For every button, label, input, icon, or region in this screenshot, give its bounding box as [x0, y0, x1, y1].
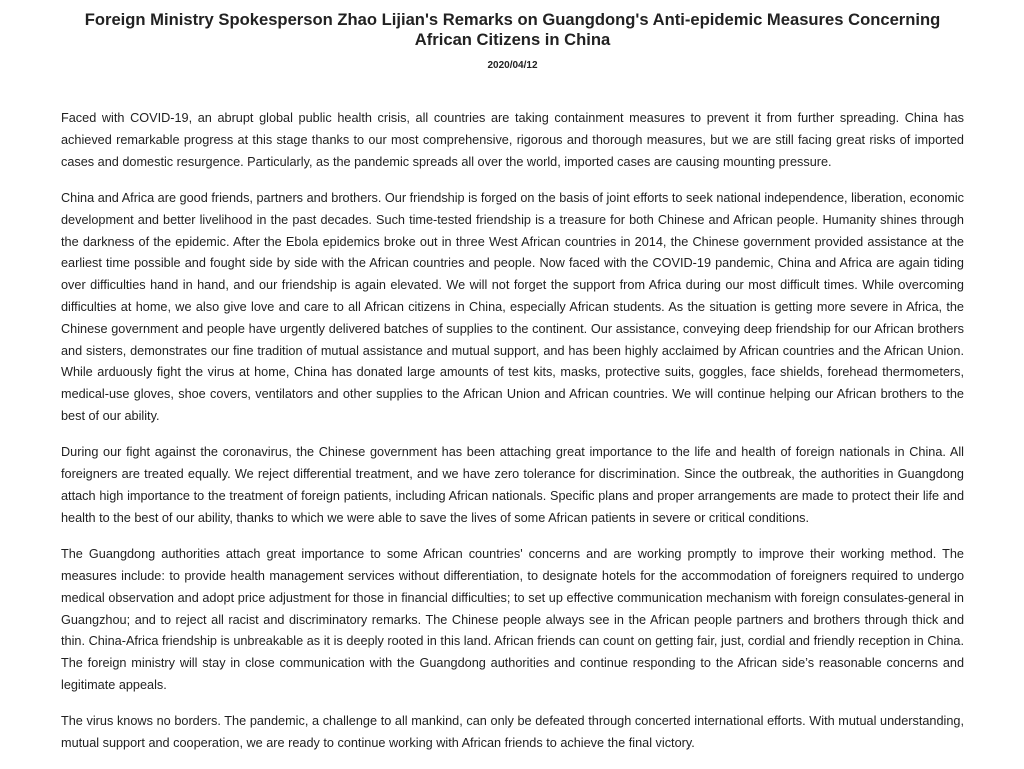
paragraph-2: China and Africa are good friends, partners and brothers. Our friendship is forged on the basis of joint efforts to seek national independence, liberation, economic development and better livelihood in the past decades. Such time-tested friendship is a treasure for both Chinese and African people. Humanity shines through the darkness of the epidemic. After the Ebola epidemics broke out in three West African countries in 2014, the Chinese government provided assistance at the earliest time possible and fought side by side with the African countries and people. Now faced with the COVID-19 pandemic, China and Africa are again tiding over difficulties hand in hand, and our friendship is again elevated. We will not forget the support from Africa during our most difficult times. While overcoming difficulties at home, we also give love and care to all African citizens in China, especially African students. As the situation is getting more severe in Africa, the Chinese government and people have urgently delivered batches of supplies to the continent. Our assistance, conveying deep friendship for our African brothers and sisters, demonstrates our fine tradition of mutual assistance and mutual support, and has been highly acclaimed by African countries and the African Union. While arduously fight the virus at home, China has donated large amounts of test kits, masks, protective suits, goggles, face shields, forehead thermometers, medical-use gloves, shoe covers, ventilators and other supplies to the African Union and African countries. We will continue helping our African brothers to the best of our ability.: [61, 190, 964, 423]
article-title: Foreign Ministry Spokesperson Zhao Lijian's Remarks on Guangdong's Anti-epidemic Measures Concerning African Citizens in China: [84, 10, 941, 49]
paragraph-3: During our fight against the coronavirus, the Chinese government has been attaching great importance to the life and health of foreign nationals in China. All foreigners are treated equally. We reject differential treatment, and we have zero tolerance for discrimination. Since the outbreak, the authorities in Guangdong attach high importance to the treatment of foreign patients, including African nationals. Specific plans and proper arrangements are made to protect their life and health to the best of our ability, thanks to which we were able to save the lives of some African patients in severe or critical conditions.: [61, 445, 964, 525]
article-body: [61, 108, 964, 755]
article-date: 2020/04/12: [487, 60, 538, 71]
paragraph-1: Faced with COVID-19, an abrupt global public health crisis, all countries are taking containment measures to prevent it from further spreading. China has achieved remarkable progress at this stage thanks to our most comprehensive, rigorous and thorough measures, but we are still facing great risks of imported cases and domestic resurgence. Particularly, as the pandemic spreads all over the world, imported cases are causing mounting pressure.: [61, 111, 964, 169]
paragraph-5: The virus knows no borders. The pandemic, a challenge to all mankind, can only be defeated through concerted international efforts. With mutual understanding, mutual support and cooperation, we are ready to continue working with African friends to achieve the final victory.: [61, 714, 964, 751]
article: [61, 10, 964, 769]
paragraph-4: The Guangdong authorities attach great importance to some African countries' concerns and are working promptly to improve their working method. The measures include: to provide health management services without differentiation, to designate hotels for the accommodation of foreigners required to undergo medical observation and adopt price adjustment for those in financial difficulties; to set up effective communication mechanism with foreign consulates-general in Guangzhou; and to reject all racist and discriminatory remarks. The Chinese people always see in the African people partners and brothers through thick and thin. China-Africa friendship is unbreakable as it is deeply rooted in this land. African friends can count on getting fair, just, cordial and friendly reception in China. The foreign ministry will stay in close communication with the Guangdong authorities and continue responding to the African side’s reasonable concerns and legitimate appeals.: [61, 547, 964, 692]
